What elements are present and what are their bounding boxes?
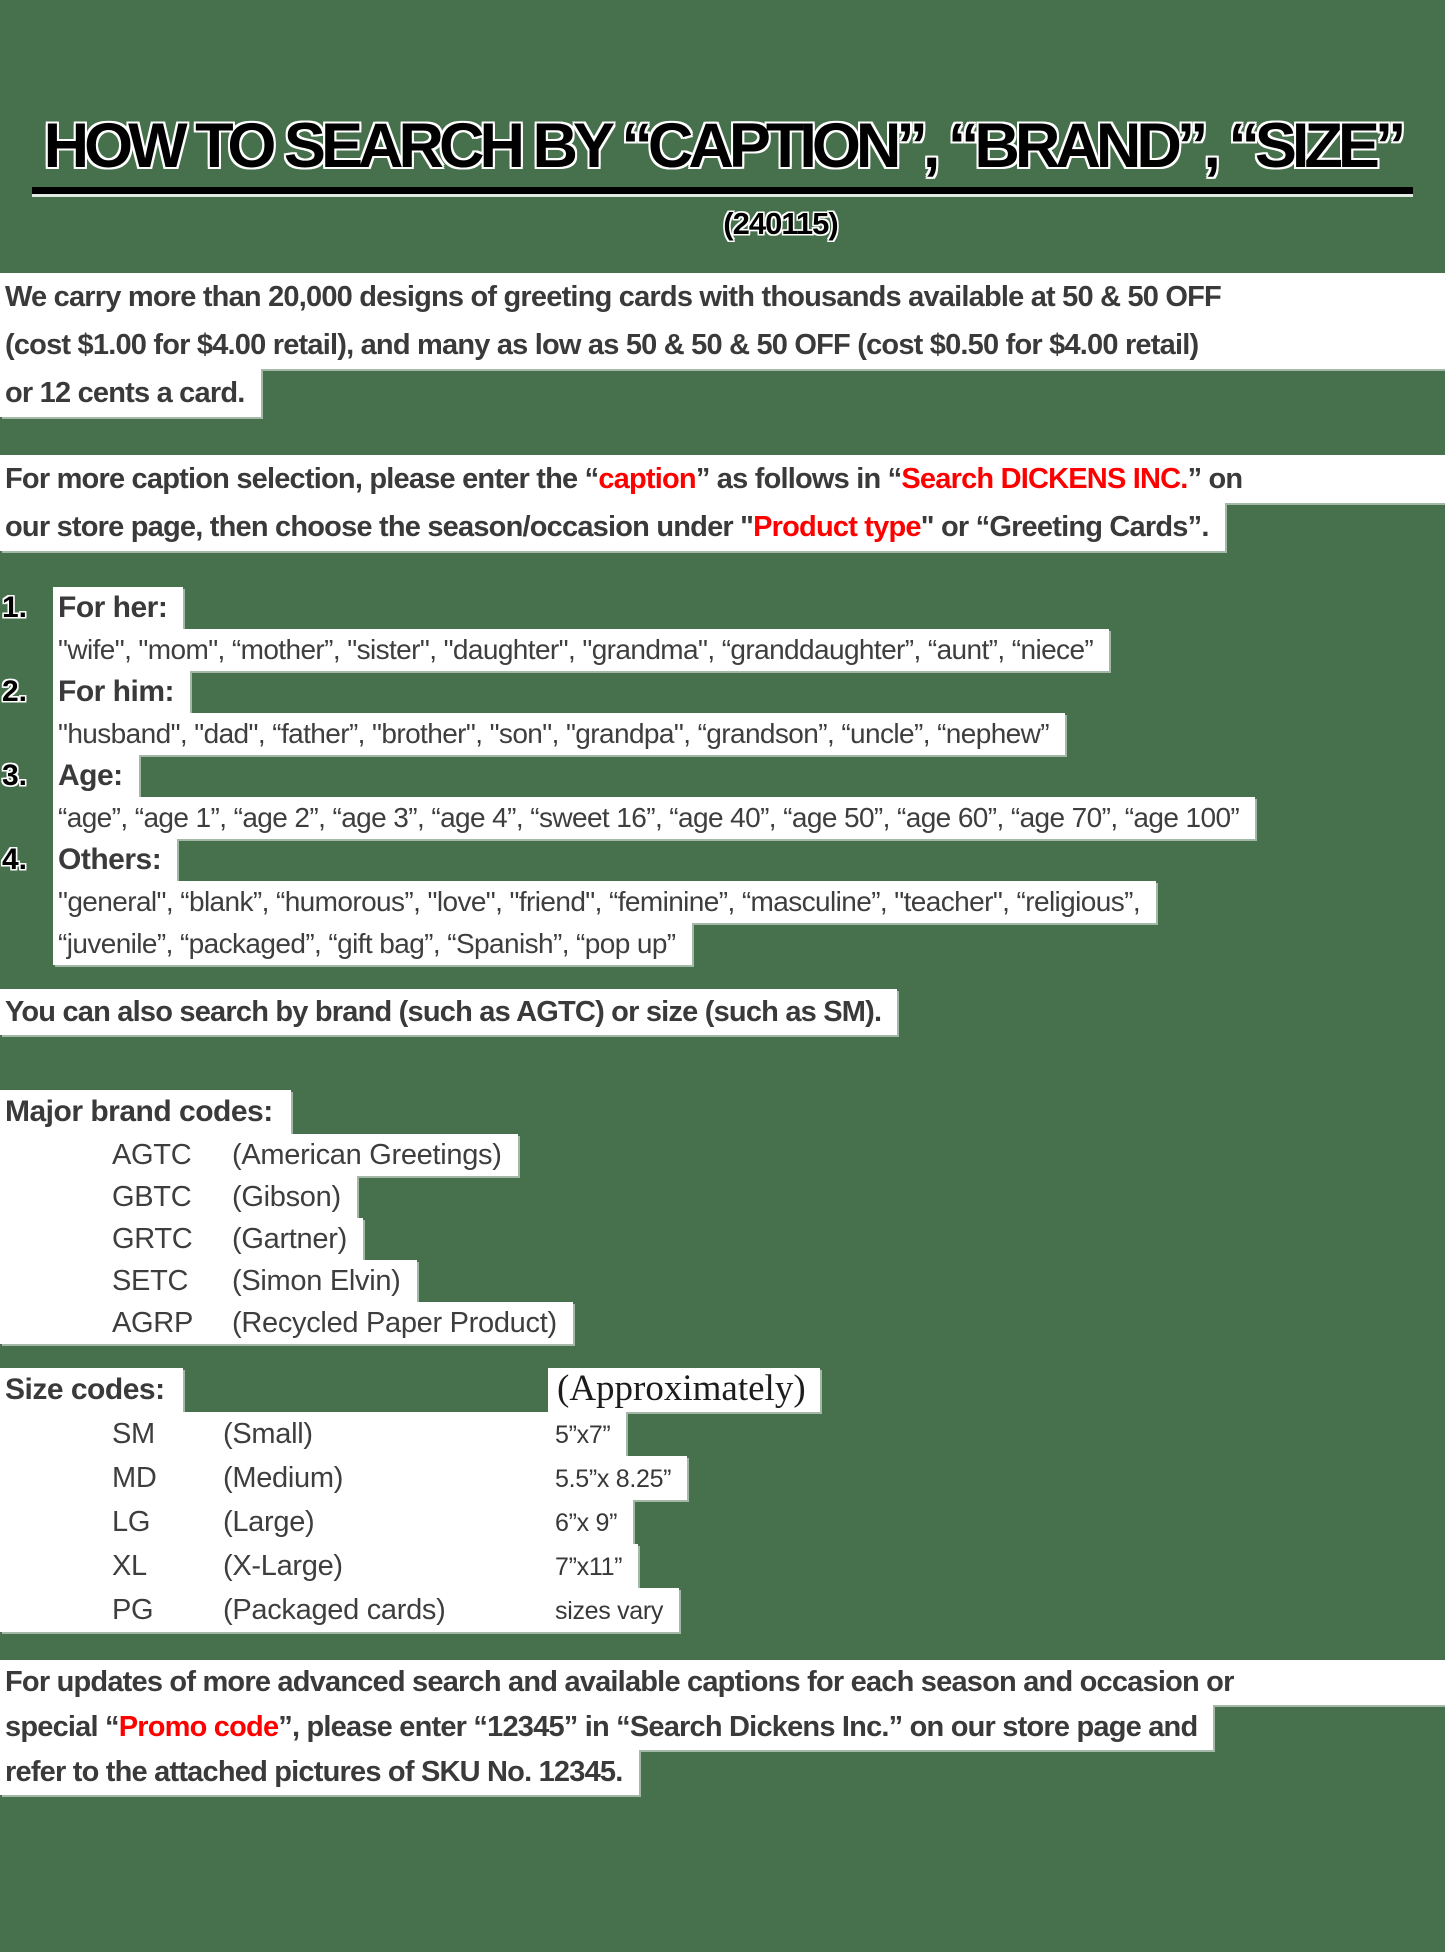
list-item-1-number: 1. [2,591,28,624]
intro-line-3 [0,369,1445,417]
list-item-2-values-row [0,713,1445,755]
list-item-3-label-row [0,755,1445,797]
intro-line-3-text: or 12 cents a card. [0,369,261,417]
caption-l1-pre: For more caption selection, please enter the “ [5,463,599,495]
size-name: (Large) [223,1506,315,1538]
brand-code-row [0,1302,1445,1344]
intro-paragraph [0,273,1445,417]
brand-code-row [0,1260,1445,1302]
size-code-row [0,1412,1445,1456]
brand-codes-heading: Major brand codes: [0,1090,291,1134]
brand-code: AGTC [112,1139,192,1171]
footer-line-2 [0,1705,1445,1750]
doc-code: (240115) [723,206,838,241]
size-codes-heading-row [0,1368,1445,1412]
size-code: SM [112,1418,155,1450]
brand-name: (Gibson) [232,1181,341,1213]
list-item-1-label: For her: [53,587,183,629]
page-title: HOW TO SEARCH BY “CAPTION”, “BRAND”, “SIZE” [32,114,1414,194]
size-codes-heading: Size codes: [0,1368,183,1412]
caption-line-1 [0,455,1445,503]
caption-line-2 [0,503,1445,551]
brand-code-row [0,1176,1445,1218]
footer-line-3 [0,1750,1445,1795]
title-row [0,111,1445,194]
search-note: You can also search by brand (such as AGTC) or size (such as SM). [0,989,897,1035]
list-item-3-values-row [0,797,1445,839]
intro-line-2: (cost $1.00 for $4.00 retail), and many as low as 50 & 50 & 50 OFF (cost $0.50 for $4.00 retail) [0,321,1445,369]
list-item-3-values: “age”, “age 1”, “age 2”, “age 3”, “age 4”, “sweet 16”, “age 40”, “age 50”, “age 60”, “age 70”, “age 100” [53,797,1255,839]
approximately-note: (Approximately) [548,1368,820,1412]
size-code: XL [112,1550,147,1582]
size-codes-table [0,1412,1445,1632]
caption-keyword: caption [598,463,696,495]
list-item-1-label-row [0,587,1445,629]
list-item-3-label: Age: [53,755,139,797]
list-item-4-label-row [0,839,1445,881]
footer-line-1: For updates of more advanced search and available captions for each season and occasion or [0,1660,1445,1705]
size-name: (Packaged cards) [223,1594,446,1626]
list-item-2-values: "husband", "dad", “father”, "brother", "son", "grandpa", “grandson”, “uncle”, “nephew” [53,713,1065,755]
brand-name: (American Greetings) [232,1139,502,1171]
size-code-row [0,1544,1445,1588]
search-dickens-keyword: Search DICKENS INC. [901,463,1188,495]
size-name: (Small) [223,1418,313,1450]
brand-name: (Recycled Paper Product) [232,1307,557,1339]
caption-l2-pre: our store page, then choose the season/occasion under " [5,511,754,543]
brand-codes-heading-row [0,1090,1445,1134]
caption-l2-post: " or “Greeting Cards”. [920,511,1209,543]
list-item-2-number: 2. [2,675,28,708]
brand-code-row [0,1218,1445,1260]
caption-category-list [0,587,1445,965]
size-name: (Medium) [223,1462,344,1494]
footer-l2-pre: special “ [5,1711,119,1743]
list-item-4-values-1: "general", “blank”, “humorous”, "love", "friend", “feminine”, “masculine”, "teacher", “religious”, [53,881,1156,923]
footer-paragraph [0,1660,1445,1795]
list-item-1-values: "wife", "mom", “mother”, "sister", "daughter", "grandma", “granddaughter”, “aunt”, “niece” [53,629,1109,671]
brand-code: GRTC [112,1223,193,1255]
brand-code: GBTC [112,1181,192,1213]
caption-l1-mid: ” as follows in “ [695,463,902,495]
search-note-row [0,989,1445,1035]
list-item-4-values-2: “juvenile”, “packaged”, “gift bag”, “Spanish”, “pop up” [53,923,692,965]
size-dimensions: 5.5”x 8.25” [555,1465,672,1493]
list-item-4-number: 4. [2,843,28,876]
size-code: PG [112,1594,154,1626]
caption-l1-post: ” on [1187,463,1243,495]
brand-name: (Gartner) [232,1223,347,1255]
size-code-row [0,1500,1445,1544]
caption-instructions-paragraph [0,455,1445,551]
intro-line-1: We carry more than 20,000 designs of greeting cards with thousands available at 50 & 50 OFF [0,273,1445,321]
list-item-2-label: For him: [53,671,190,713]
size-dimensions: 5”x7” [555,1421,611,1449]
size-code: LG [112,1506,151,1538]
list-item-3-number: 3. [2,759,28,792]
brand-code: AGRP [112,1307,193,1339]
list-item-4-values-row-2 [0,923,1445,965]
list-item-1-values-row [0,629,1445,671]
size-dimensions: 7”x11” [555,1553,623,1581]
size-dimensions: sizes vary [555,1597,664,1625]
promo-code-keyword: Promo code [118,1711,279,1743]
list-item-4-label: Others: [53,839,177,881]
list-item-4-values-row-1 [0,881,1445,923]
brand-name: (Simon Elvin) [232,1265,401,1297]
size-name: (X-Large) [223,1550,343,1582]
caption-line-2-text [0,503,1225,551]
size-code-row [0,1456,1445,1500]
footer-line-3-text: refer to the attached pictures of SKU No. 12345. [0,1750,639,1795]
list-item-2-label-row [0,671,1445,713]
brand-code-row [0,1134,1445,1176]
footer-line-2-text [0,1705,1213,1750]
size-code: MD [112,1462,157,1494]
brand-code: SETC [112,1265,189,1297]
footer-l2-post: ”, please enter “12345” in “Search Dickens Inc.” on our store page and [278,1711,1198,1743]
size-code-row [0,1588,1445,1632]
size-dimensions: 6”x 9” [555,1509,618,1537]
doc-code-row [0,206,1445,242]
brand-codes-table [0,1134,1445,1344]
product-type-keyword: Product type [753,511,921,543]
